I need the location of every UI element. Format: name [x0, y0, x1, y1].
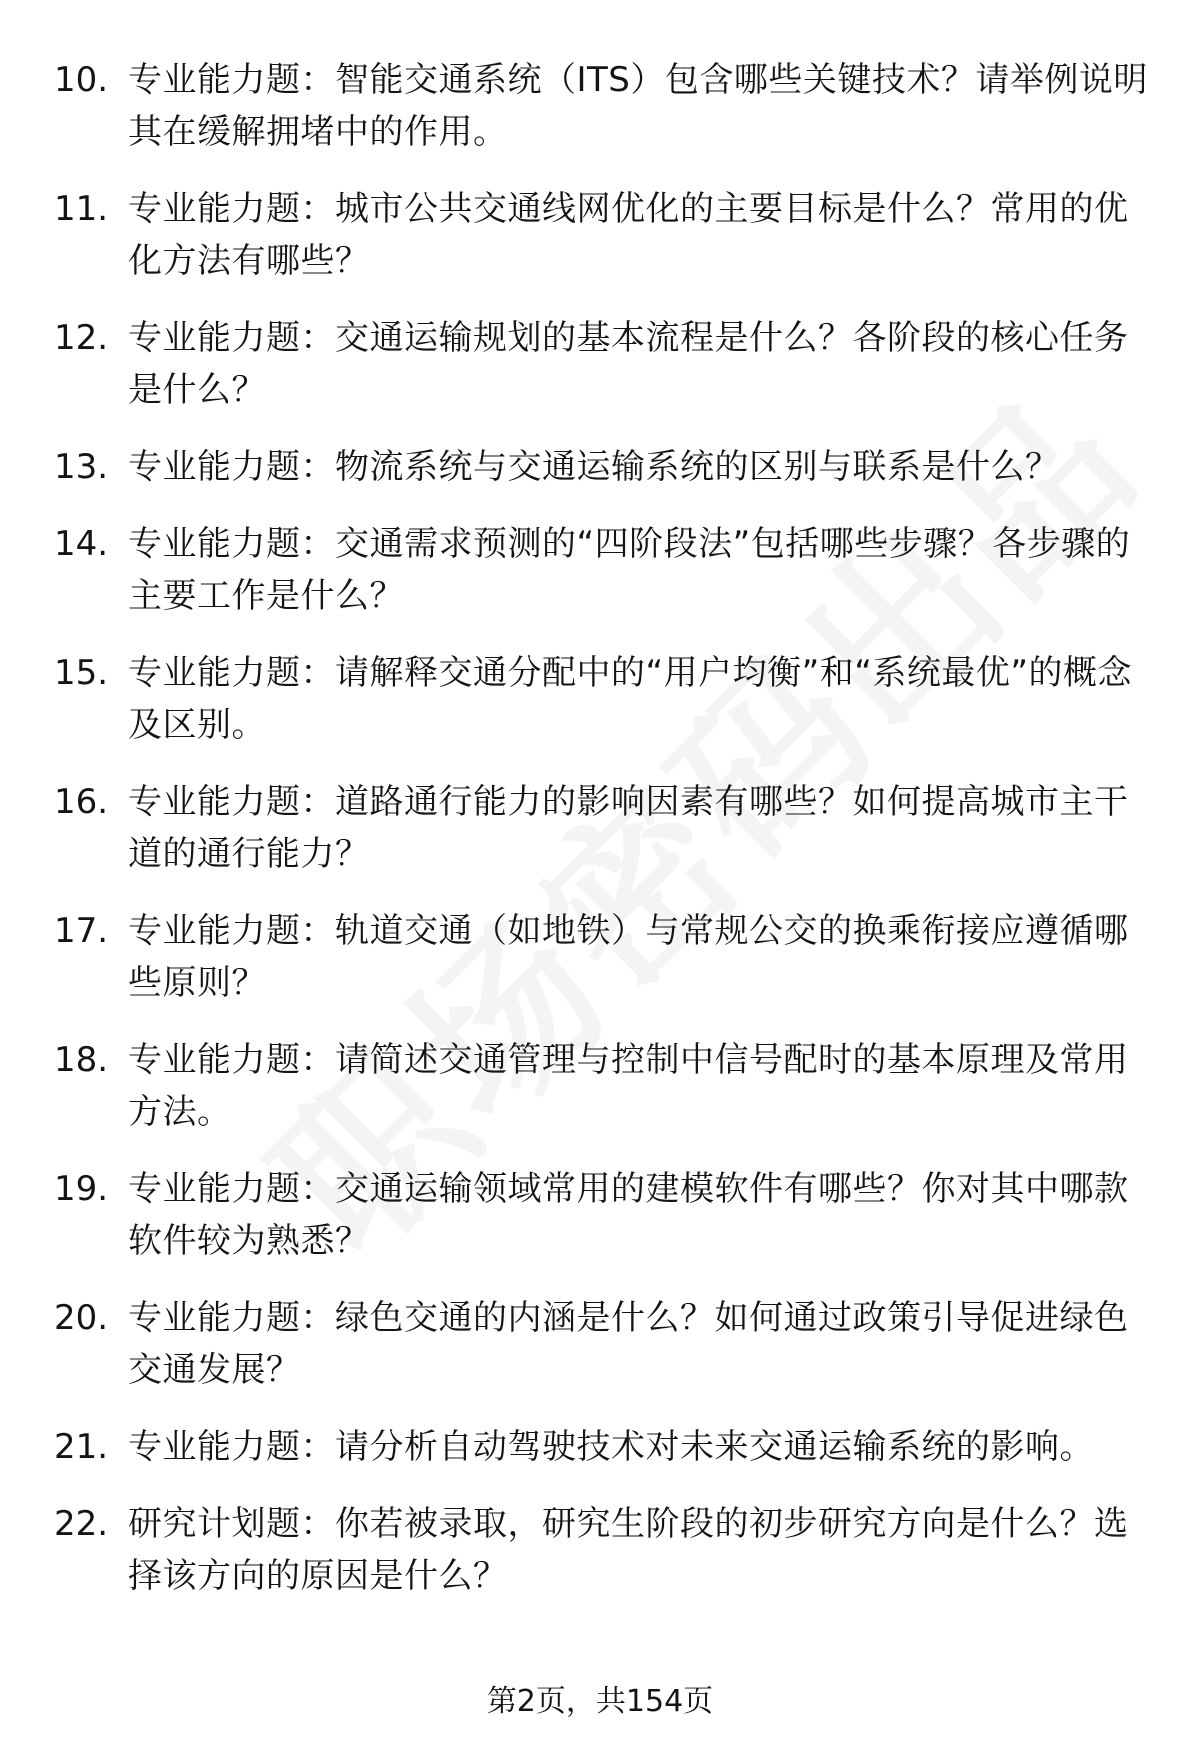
list-item [0, 1292, 1200, 1396]
question-text: 专业能力题：交通运输领域常用的建模软件有哪些？你对其中哪款软件较为熟悉？ [128, 1169, 1129, 1261]
question-number: 22. [54, 1504, 109, 1544]
question-text: 专业能力题：智能交通系统（ITS）包含哪些关键技术？请举例说明其在缓解拥堵中的作用。 [128, 60, 1148, 152]
list-item [0, 1421, 1200, 1473]
question-text: 专业能力题：交通需求预测的“四阶段法”包括哪些步骤？各步骤的主要工作是什么？ [128, 524, 1131, 616]
question-number: 11. [54, 189, 109, 229]
list-item [0, 312, 1200, 416]
list-item [0, 1498, 1200, 1602]
question-text: 专业能力题：请分析自动驾驶技术对未来交通运输系统的影响。 [128, 1427, 1094, 1467]
question-text: 专业能力题：道路通行能力的影响因素有哪些？如何提高城市主干道的通行能力？ [128, 782, 1129, 874]
question-number: 18. [54, 1040, 109, 1080]
question-number: 15. [54, 653, 109, 693]
list-item [0, 905, 1200, 1009]
question-text: 专业能力题：绿色交通的内涵是什么？如何通过政策引导促进绿色交通发展？ [128, 1298, 1129, 1390]
question-text: 专业能力题：轨道交通（如地铁）与常规公交的换乘衔接应遵循哪些原则？ [128, 911, 1129, 1003]
page-number-label: 第2页，共154页 [486, 1684, 714, 1719]
list-item [0, 54, 1200, 158]
question-number: 20. [54, 1298, 109, 1338]
question-number: 19. [54, 1169, 109, 1209]
list-item [0, 1034, 1200, 1138]
question-list [0, 54, 1200, 1627]
question-number: 13. [54, 447, 109, 487]
question-number: 10. [54, 60, 109, 100]
question-text: 专业能力题：物流系统与交通运输系统的区别与联系是什么？ [128, 447, 1060, 487]
question-number: 12. [54, 318, 109, 358]
list-item [0, 518, 1200, 622]
question-text: 研究计划题：你若被录取，研究生阶段的初步研究方向是什么？选择该方向的原因是什么？ [128, 1504, 1129, 1596]
list-item [0, 183, 1200, 287]
question-text: 专业能力题：请解释交通分配中的“用户均衡”和“系统最优”的概念及区别。 [128, 653, 1132, 745]
list-item [0, 1163, 1200, 1267]
question-text: 专业能力题：城市公共交通线网优化的主要目标是什么？常用的优化方法有哪些？ [128, 189, 1129, 281]
question-number: 16. [54, 782, 109, 822]
question-text: 专业能力题：交通运输规划的基本流程是什么？各阶段的核心任务是什么？ [128, 318, 1129, 410]
list-item [0, 441, 1200, 493]
page-footer [0, 1682, 1200, 1722]
question-text: 专业能力题：请简述交通管理与控制中信号配时的基本原理及常用方法。 [128, 1040, 1129, 1132]
question-number: 17. [54, 911, 109, 951]
question-number: 21. [54, 1427, 109, 1467]
question-number: 14. [54, 524, 109, 564]
list-item [0, 776, 1200, 880]
list-item [0, 647, 1200, 751]
